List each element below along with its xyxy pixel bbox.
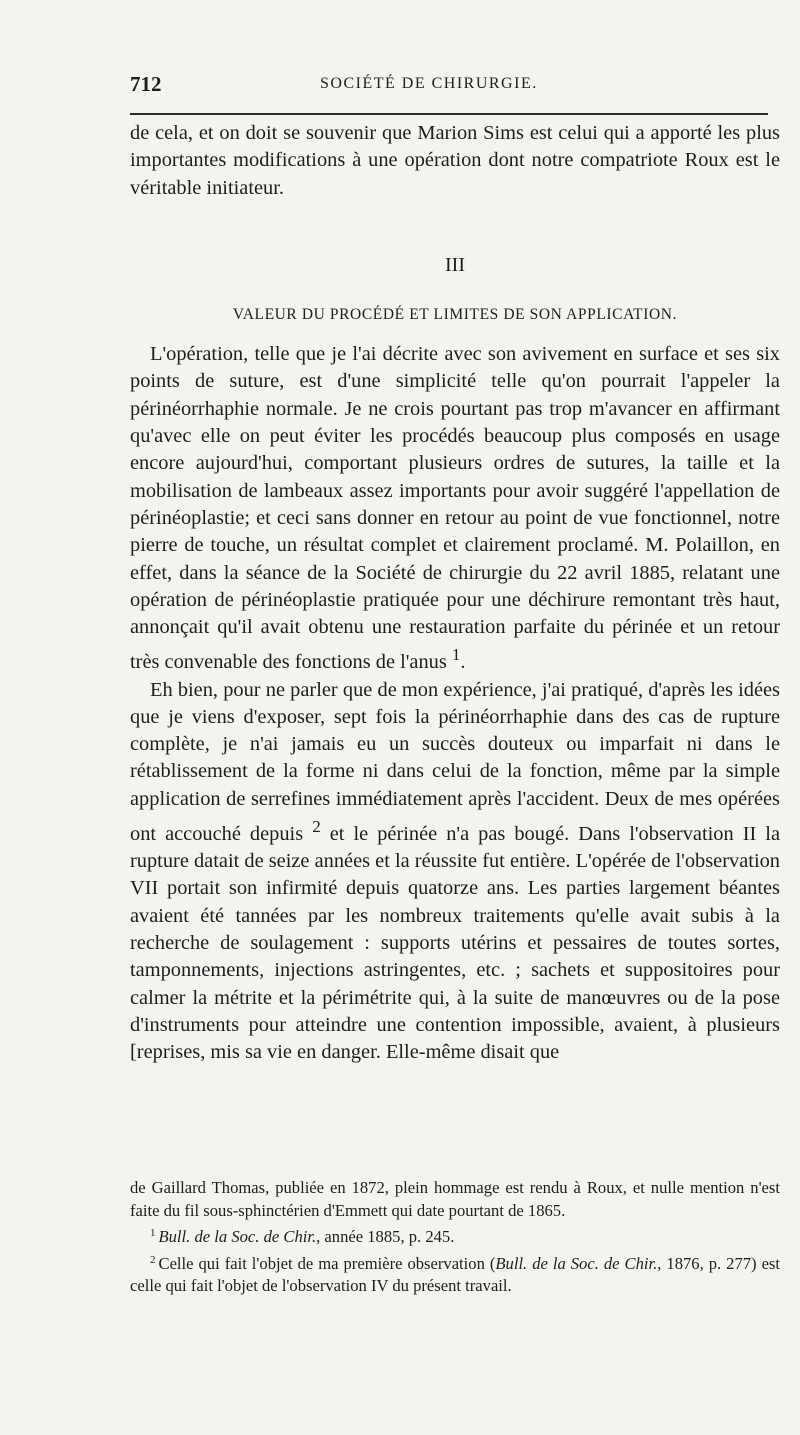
page-header [130, 72, 768, 98]
section-title: VALEUR DU PROCÉDÉ ET LIMITES DE SON APPLICATION. [232, 305, 678, 323]
footnote-1-text: , année 1885, p. 245. [316, 1227, 455, 1246]
section-number: III [445, 253, 465, 276]
footnote-ref-1[interactable]: 1 [451, 645, 461, 665]
footnote-2-mark: 2 [150, 1253, 156, 1266]
footnote-1 [130, 1222, 780, 1249]
footnote-continuation: de Gaillard Thomas, publiée en 1872, plein hommage est rendu à Roux, et nulle mention n'est faite du fil sous-sphinctérien d'Emmett qui date pourtant de 1865. [130, 1178, 780, 1220]
footnote-2-reference: Bull. de la Soc. de Chir. [495, 1253, 658, 1273]
paragraph-operation [130, 341, 780, 676]
footnote-1-mark: 1 [150, 1227, 156, 1239]
paragraph-experience-text-a: Eh bien, pour ne parler que de mon expérience, j'ai pratiqué, d'après les idées que je viens d'exposer, sept fois la périnéorrhaphie dans des cas de rupture complète, je n'ai jamais eu un succès douteux ou imparfait ni dans le rétablissement de la forme ni dans celui de la fonction, même par la simple application de serrefines immédiatement après l'accident. Deux de mes opérées ont accouché depuis [130, 678, 780, 845]
paragraph-experience [130, 677, 780, 1067]
header-rule [130, 113, 768, 115]
footnote-2 [130, 1249, 780, 1298]
footnote-1-reference: Bull. de la Soc. de Chir. [158, 1227, 317, 1246]
paragraph-operation-end: . [460, 651, 466, 674]
paragraph-continuation: de cela, et on doit se souvenir que Marion Sims est celui qui a apporté les plus importantes modifications à une opération dont notre compatriote Roux est le véritable initiateur. [130, 122, 780, 199]
footnote-2-post: , 1876, p. 277) est celle qui fait l'objet de l'observation IV du présent travail. [130, 1253, 780, 1295]
footnote-ref-2[interactable]: 2 [312, 817, 321, 837]
page-number: 712 [130, 72, 162, 96]
footnotes [130, 1177, 780, 1298]
body-text [130, 120, 780, 1067]
paragraph-operation-text: L'opération, telle que je l'ai décrite avec son avivement en surface et ses six points de suture, est d'une simplicité telle qu'on pourrait l'appeler la périnéorrhaphie normale. Je ne crois pourtant pas trop m'avancer en affirmant qu'avec elle on peut éviter les procédés beaucoup plus composés en usage encore aujourd'hui, comportant plusieurs ordres de sutures, la taille et la mobilisation de lambeaux assez importants pour avoir suggéré l'appellation de périnéoplastie; et ceci sans donner en retour au point de vue fonctionnel, notre pierre de touche, un résultat complet et clairement proclamé. M. Polaillon, en effet, dans la séance de la Société de chirurgie du 22 avril 1885, relatant une opération de périnéoplastie pratiquée pour une déchirure remontant très haut, annonçait qu'il avait obtenu une restauration parfaite du périnée et un retour très convenable des fonctions de l'anus [130, 343, 780, 674]
running-head: SOCIÉTÉ DE CHIRURGIE. [320, 75, 538, 92]
paragraph-experience-text-b: et le périnée n'a pas bougé. Dans l'observation II la rupture datait de seize années et la réussite fut entière. L'opérée de l'observation VII portait son infirmité depuis quatorze ans. Les parties largement béantes avaient été tannées par les nombreux traitements qu'elle avait subis à la recherche de soulagement : supports utérins et pessaires de toutes sortes, tamponnements, injections astringentes, etc. ; sachets et suppositoires pour calmer la métrite et la périmétrite qui, à la suite de manœuvres ou de la pose d'instruments pour atteindre une contention impossible, avaient, à plusieurs [reprises, mis sa vie en danger. Elle-même disait que [130, 822, 781, 1064]
footnote-2-pre: Celle qui fait l'objet de ma première observation ( [158, 1253, 496, 1273]
